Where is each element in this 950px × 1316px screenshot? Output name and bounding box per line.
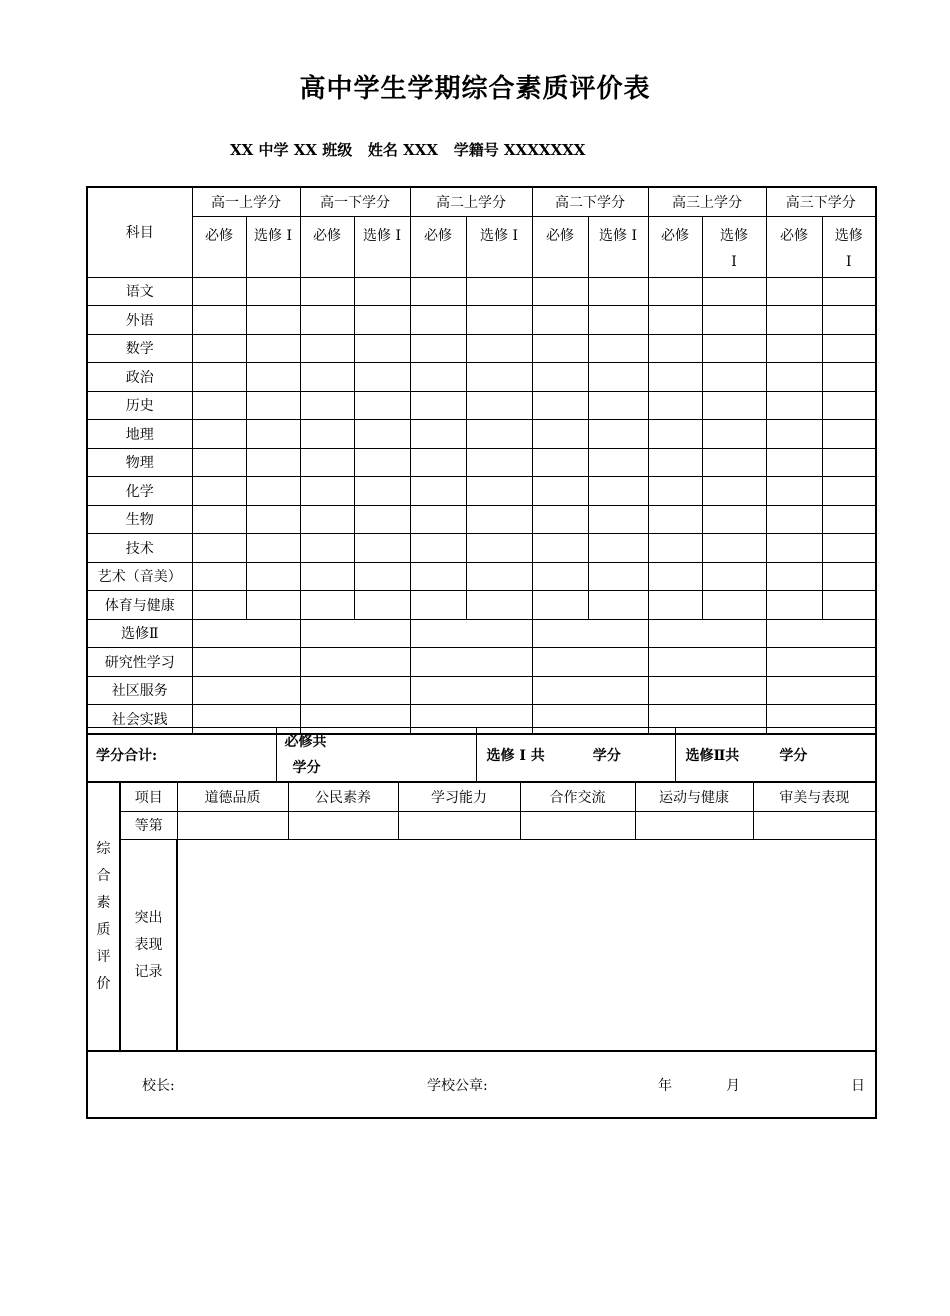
credit-cell[interactable]: [532, 391, 588, 420]
credit-cell[interactable]: [532, 334, 588, 363]
year-label: 年: [658, 1077, 672, 1094]
semester-credit-cell[interactable]: [192, 619, 300, 648]
credit-cell[interactable]: [766, 420, 822, 449]
credit-cell[interactable]: [822, 534, 876, 563]
credit-cell[interactable]: [588, 477, 648, 506]
credit-cell[interactable]: [192, 277, 246, 306]
credit-cell[interactable]: [532, 505, 588, 534]
credit-cell[interactable]: [354, 591, 410, 620]
credit-cell[interactable]: [822, 363, 876, 392]
outstanding-record-label: [120, 840, 177, 1052]
credit-cell[interactable]: [354, 277, 410, 306]
semester-credit-cell[interactable]: [766, 676, 876, 705]
credit-cell[interactable]: [822, 391, 876, 420]
total-credits-label: 学分合计:: [87, 728, 276, 783]
other-item-name: 研究性学习: [87, 648, 192, 677]
credit-cell[interactable]: [300, 448, 354, 477]
credit-cell[interactable]: [766, 562, 822, 591]
subject-name: 数学: [87, 334, 192, 363]
other-item-name: 选修Ⅱ: [87, 619, 192, 648]
subject-name: 外语: [87, 306, 192, 335]
credit-cell[interactable]: [532, 420, 588, 449]
credit-cell[interactable]: [822, 505, 876, 534]
credit-cell[interactable]: [702, 534, 766, 563]
credit-cell[interactable]: [822, 591, 876, 620]
section-label-char: 质: [96, 921, 111, 938]
credit-cell[interactable]: [648, 562, 702, 591]
required-col-header: 必修: [192, 216, 246, 277]
credit-cell[interactable]: [466, 306, 532, 335]
credit-cell[interactable]: [246, 306, 300, 335]
credit-cell[interactable]: [822, 420, 876, 449]
credit-cell[interactable]: [246, 477, 300, 506]
credit-summary: [86, 727, 877, 783]
elective1-col-header-line2: I: [845, 253, 852, 270]
credit-cell[interactable]: [702, 306, 766, 335]
credit-cell[interactable]: [702, 334, 766, 363]
semester-credit-cell[interactable]: [648, 676, 766, 705]
credit-cell[interactable]: [410, 534, 466, 563]
semester-header: 高一下学分: [300, 187, 410, 216]
day-label: 日: [851, 1077, 865, 1094]
credit-cell[interactable]: [466, 420, 532, 449]
credit-cell[interactable]: [192, 420, 246, 449]
record-label-line: 突出: [134, 909, 163, 926]
credit-cell[interactable]: [354, 363, 410, 392]
evaluation-item-header: 道德品质: [177, 783, 288, 812]
credit-cell[interactable]: [766, 477, 822, 506]
credit-cell[interactable]: [300, 334, 354, 363]
required-col-header: 必修: [766, 216, 822, 277]
credit-cell[interactable]: [766, 306, 822, 335]
elective1-col-header: 选修 I: [354, 216, 410, 277]
credit-cell[interactable]: [648, 391, 702, 420]
elective2-total: [675, 728, 876, 783]
credit-cell[interactable]: [300, 591, 354, 620]
credit-cell[interactable]: [466, 334, 532, 363]
credit-cell[interactable]: [192, 477, 246, 506]
credit-cell[interactable]: [822, 477, 876, 506]
credit-cell[interactable]: [532, 591, 588, 620]
credit-cell[interactable]: [822, 334, 876, 363]
credit-cell[interactable]: [702, 477, 766, 506]
semester-credit-cell[interactable]: [532, 676, 648, 705]
credit-cell[interactable]: [648, 505, 702, 534]
elective1-col-header-line1: 选修: [834, 227, 863, 244]
credit-cell[interactable]: [300, 477, 354, 506]
section-label-char: 价: [96, 975, 111, 992]
required-total: [276, 728, 476, 783]
credit-cell[interactable]: [192, 448, 246, 477]
credit-cell[interactable]: [410, 420, 466, 449]
section-label-char: 综: [96, 840, 111, 857]
credit-cell[interactable]: [300, 534, 354, 563]
credit-cell[interactable]: [532, 277, 588, 306]
credit-cell[interactable]: [588, 562, 648, 591]
quality-evaluation-section-label: [87, 783, 120, 1052]
credit-cell[interactable]: [588, 420, 648, 449]
elective1-total: [476, 728, 675, 783]
elective1-total-prefix: 选修 I 共: [486, 747, 545, 764]
record-label-line: 记录: [134, 963, 163, 980]
subject-name: 物理: [87, 448, 192, 477]
grade-cell[interactable]: [520, 811, 635, 840]
subject-name: 体育与健康: [87, 591, 192, 620]
credit-cell[interactable]: [532, 306, 588, 335]
subject-name: 历史: [87, 391, 192, 420]
credit-cell[interactable]: [246, 334, 300, 363]
required-col-header: 必修: [532, 216, 588, 277]
credit-cell[interactable]: [466, 363, 532, 392]
semester-credit-cell[interactable]: [648, 619, 766, 648]
subject-header: 科目: [87, 187, 192, 277]
other-item-name: 社区服务: [87, 676, 192, 705]
credit-cell[interactable]: [702, 363, 766, 392]
credit-cell[interactable]: [354, 334, 410, 363]
credit-cell[interactable]: [246, 591, 300, 620]
principal-label: 校长:: [142, 1077, 175, 1094]
elective1-col-header-line2: I: [731, 253, 737, 270]
credit-cell[interactable]: [702, 562, 766, 591]
credit-cell[interactable]: [246, 505, 300, 534]
credit-cell[interactable]: [192, 505, 246, 534]
credit-cell[interactable]: [588, 306, 648, 335]
quality-evaluation-table: [86, 782, 877, 1052]
credit-cell[interactable]: [466, 477, 532, 506]
credits-table: [86, 186, 877, 735]
credit-cell[interactable]: [766, 505, 822, 534]
subject-name: 地理: [87, 420, 192, 449]
semester-credit-cell[interactable]: [410, 619, 532, 648]
outstanding-record-area[interactable]: [177, 840, 876, 1052]
semester-credit-cell[interactable]: [300, 676, 410, 705]
grade-cell[interactable]: [753, 811, 876, 840]
grade-label: 等第: [120, 811, 177, 840]
credit-cell[interactable]: [766, 363, 822, 392]
credit-cell[interactable]: [588, 277, 648, 306]
elective1-col-header: [702, 216, 766, 277]
subject-name: 艺术（音美）: [87, 562, 192, 591]
credit-cell[interactable]: [466, 591, 532, 620]
credit-cell[interactable]: [702, 448, 766, 477]
credit-cell[interactable]: [702, 391, 766, 420]
semester-credit-cell[interactable]: [766, 619, 876, 648]
credit-cell[interactable]: [532, 534, 588, 563]
credit-cell[interactable]: [466, 391, 532, 420]
credit-cell[interactable]: [766, 391, 822, 420]
credit-cell[interactable]: [410, 505, 466, 534]
credit-cell[interactable]: [822, 277, 876, 306]
credit-cell[interactable]: [410, 363, 466, 392]
required-col-header: 必修: [300, 216, 354, 277]
subject-name: 技术: [87, 534, 192, 563]
credit-cell[interactable]: [766, 334, 822, 363]
semester-credit-cell[interactable]: [410, 676, 532, 705]
semester-header: 高三上学分: [648, 187, 766, 216]
required-col-header: 必修: [648, 216, 702, 277]
credit-cell[interactable]: [300, 505, 354, 534]
credit-cell[interactable]: [648, 420, 702, 449]
required-total-line2: 学分: [292, 759, 321, 776]
credit-cell[interactable]: [300, 363, 354, 392]
other-item-name: 社会实践: [87, 705, 192, 734]
credit-cell[interactable]: [822, 562, 876, 591]
section-label-char: 评: [96, 948, 111, 965]
credit-cell[interactable]: [648, 306, 702, 335]
subject-name: 语文: [87, 277, 192, 306]
subject-name: 生物: [87, 505, 192, 534]
evaluation-item-header: 运动与健康: [635, 783, 753, 812]
evaluation-item-header: 合作交流: [520, 783, 635, 812]
credit-cell[interactable]: [648, 591, 702, 620]
credit-cell[interactable]: [300, 562, 354, 591]
credit-cell[interactable]: [246, 277, 300, 306]
credit-cell[interactable]: [246, 420, 300, 449]
credit-cell[interactable]: [192, 334, 246, 363]
credit-cell[interactable]: [702, 420, 766, 449]
required-col-header: 必修: [410, 216, 466, 277]
credit-cell[interactable]: [702, 505, 766, 534]
credit-cell[interactable]: [588, 334, 648, 363]
credit-cell[interactable]: [410, 334, 466, 363]
credit-cell[interactable]: [410, 591, 466, 620]
credit-cell[interactable]: [532, 363, 588, 392]
semester-credit-cell[interactable]: [300, 648, 410, 677]
credit-cell[interactable]: [648, 448, 702, 477]
credit-cell[interactable]: [466, 562, 532, 591]
elective1-col-header: 选修 I: [588, 216, 648, 277]
semester-credit-cell[interactable]: [300, 619, 410, 648]
credit-cell[interactable]: [192, 591, 246, 620]
credit-cell[interactable]: [192, 306, 246, 335]
credit-cell[interactable]: [588, 534, 648, 563]
credit-cell[interactable]: [648, 334, 702, 363]
credit-cell[interactable]: [300, 420, 354, 449]
elective1-col-header: [822, 216, 876, 277]
credit-cell[interactable]: [466, 277, 532, 306]
credit-cell[interactable]: [246, 363, 300, 392]
semester-header: 高二下学分: [532, 187, 648, 216]
document-title: 高中学生学期综合素质评价表: [299, 74, 651, 104]
credit-cell[interactable]: [354, 477, 410, 506]
section-label-char: 合: [96, 867, 111, 884]
credit-cell[interactable]: [702, 591, 766, 620]
credit-cell[interactable]: [354, 534, 410, 563]
signature-footer: [86, 1052, 877, 1119]
required-total-line1: 必修共: [284, 733, 327, 750]
credit-cell[interactable]: [532, 477, 588, 506]
credit-cell[interactable]: [354, 391, 410, 420]
credit-cell[interactable]: [246, 448, 300, 477]
credit-cell[interactable]: [648, 477, 702, 506]
credit-cell[interactable]: [588, 448, 648, 477]
semester-credit-cell[interactable]: [410, 648, 532, 677]
credit-cell[interactable]: [648, 534, 702, 563]
credit-cell[interactable]: [192, 363, 246, 392]
evaluation-item-header: 学习能力: [398, 783, 520, 812]
credit-cell[interactable]: [410, 306, 466, 335]
semester-header: 高二上学分: [410, 187, 532, 216]
grade-cell[interactable]: [635, 811, 753, 840]
credit-cell[interactable]: [410, 391, 466, 420]
credit-cell[interactable]: [410, 562, 466, 591]
credit-cell[interactable]: [588, 591, 648, 620]
grade-cell[interactable]: [398, 811, 520, 840]
evaluation-item-header: 审美与表现: [753, 783, 876, 812]
credit-cell[interactable]: [410, 448, 466, 477]
semester-credit-cell[interactable]: [192, 648, 300, 677]
semester-header: 高三下学分: [766, 187, 876, 216]
grade-cell[interactable]: [177, 811, 288, 840]
evaluation-item-header: 公民素养: [288, 783, 398, 812]
credit-cell[interactable]: [532, 562, 588, 591]
semester-credit-cell[interactable]: [648, 648, 766, 677]
semester-credit-cell[interactable]: [532, 648, 648, 677]
credit-cell[interactable]: [588, 505, 648, 534]
credit-cell[interactable]: [410, 477, 466, 506]
semester-credit-cell[interactable]: [766, 648, 876, 677]
credit-cell[interactable]: [246, 534, 300, 563]
credit-cell[interactable]: [354, 306, 410, 335]
credit-cell[interactable]: [766, 534, 822, 563]
credit-cell[interactable]: [466, 505, 532, 534]
credit-cell[interactable]: [766, 277, 822, 306]
credit-cell[interactable]: [354, 420, 410, 449]
credit-cell[interactable]: [192, 562, 246, 591]
credit-cell[interactable]: [192, 391, 246, 420]
elective2-total-suffix: 学分: [779, 747, 808, 764]
credit-cell[interactable]: [300, 277, 354, 306]
elective1-col-header-line1: 选修: [720, 227, 748, 244]
record-label-line: 表现: [134, 936, 163, 953]
credit-cell[interactable]: [192, 534, 246, 563]
credit-cell[interactable]: [648, 363, 702, 392]
subject-name: 政治: [87, 363, 192, 392]
grade-cell[interactable]: [288, 811, 398, 840]
elective2-total-prefix: 选修Ⅱ共: [685, 747, 740, 764]
credit-cell[interactable]: [466, 448, 532, 477]
school-seal-label: 学校公章:: [427, 1077, 488, 1094]
semester-credit-cell[interactable]: [532, 619, 648, 648]
credit-cell[interactable]: [246, 562, 300, 591]
subject-name: 化学: [87, 477, 192, 506]
credit-cell[interactable]: [466, 534, 532, 563]
credit-cell[interactable]: [354, 448, 410, 477]
semester-credit-cell[interactable]: [192, 676, 300, 705]
credit-cell[interactable]: [246, 391, 300, 420]
credit-cell[interactable]: [822, 448, 876, 477]
credit-cell[interactable]: [300, 306, 354, 335]
student-info: XX 中学 XX 班级 姓名 XXX 学籍号 XXXXXXX: [230, 141, 586, 159]
credit-cell[interactable]: [410, 277, 466, 306]
semester-header: 高一上学分: [192, 187, 300, 216]
section-label-char: 素: [96, 894, 111, 911]
month-label: 月: [726, 1077, 740, 1094]
credit-cell[interactable]: [766, 591, 822, 620]
credit-cell[interactable]: [702, 277, 766, 306]
item-label: 项目: [120, 783, 177, 812]
credit-cell[interactable]: [354, 562, 410, 591]
credit-cell[interactable]: [822, 306, 876, 335]
credit-cell[interactable]: [300, 391, 354, 420]
credit-cell[interactable]: [648, 277, 702, 306]
credit-cell[interactable]: [354, 505, 410, 534]
elective1-col-header: 选修 I: [466, 216, 532, 277]
credit-cell[interactable]: [588, 363, 648, 392]
elective1-col-header: 选修 I: [246, 216, 300, 277]
credit-cell[interactable]: [766, 448, 822, 477]
credit-cell[interactable]: [588, 391, 648, 420]
credit-cell[interactable]: [532, 448, 588, 477]
elective1-total-suffix: 学分: [592, 747, 621, 764]
